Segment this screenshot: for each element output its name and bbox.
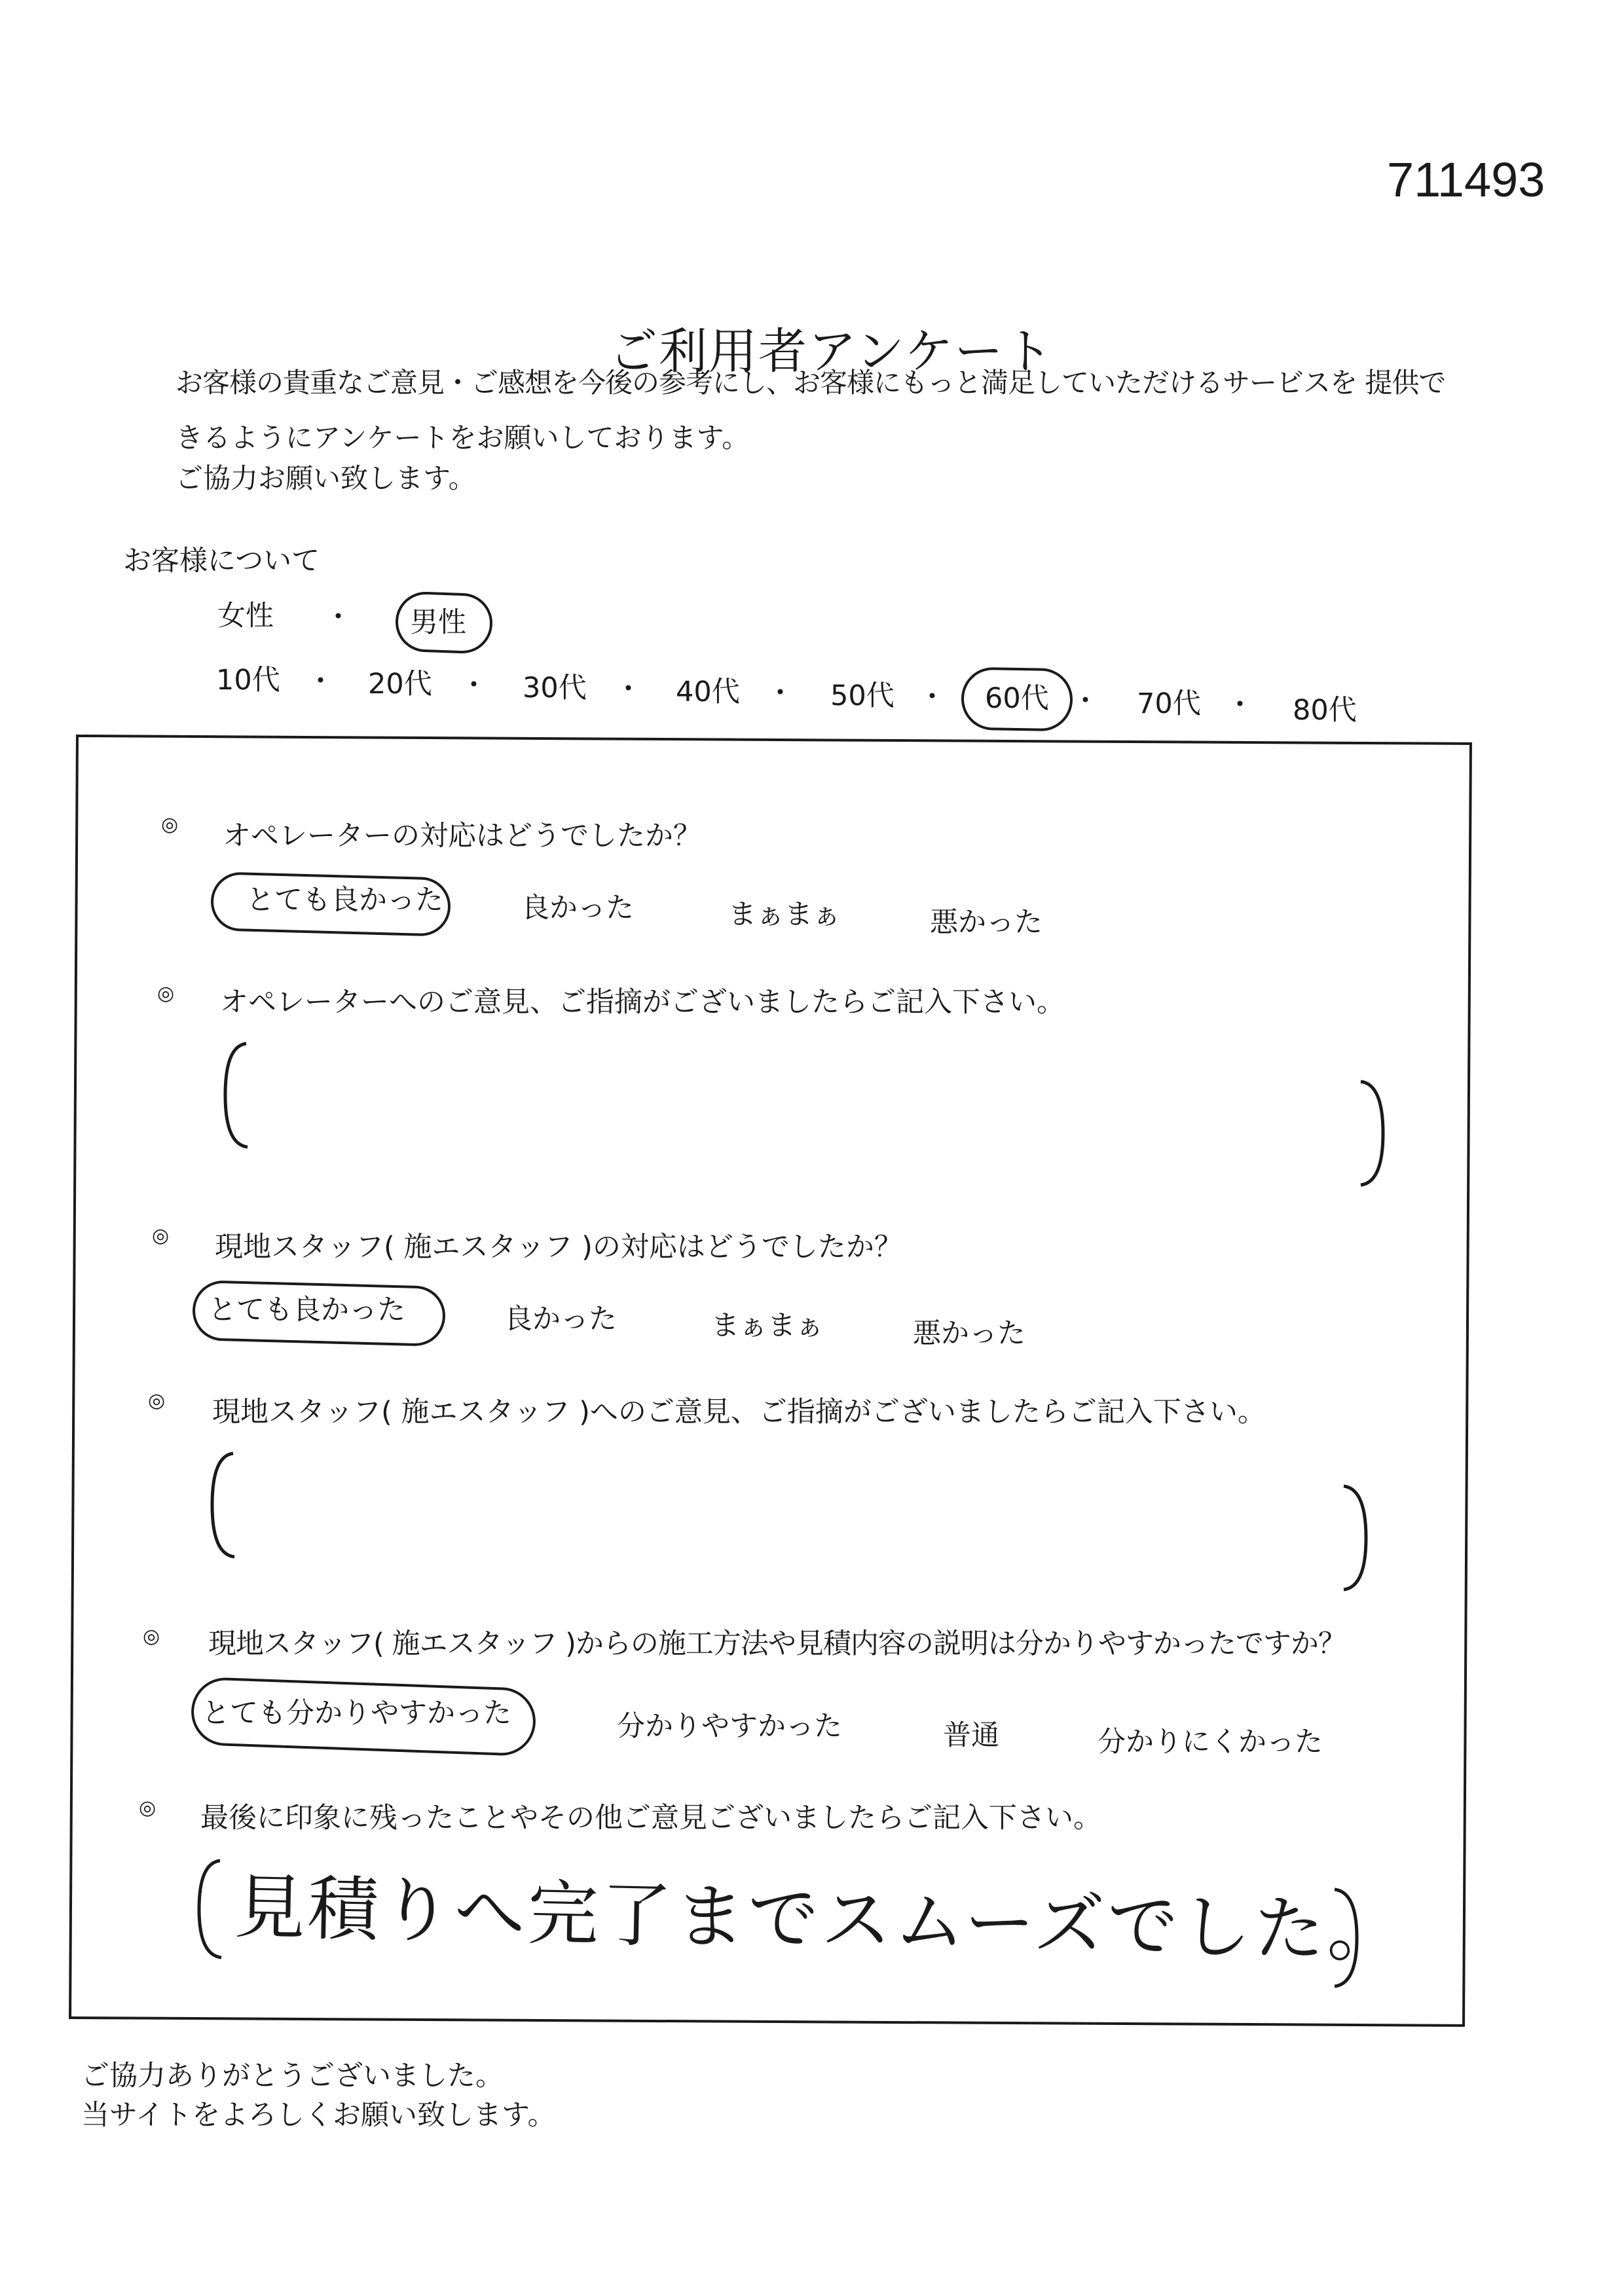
q5-option-very-clear[interactable]: とても分かりやすかった: [202, 1697, 511, 1730]
separator: ・: [918, 681, 946, 714]
q1-option-very-good[interactable]: とても良かった: [246, 884, 443, 917]
intro-line-1: お客様の貴重なご意見・ご感想を今後の参考にし、お客様にもっと満足していただけるサービスを 提供で: [175, 367, 1446, 399]
bullet-icon: ◎: [161, 813, 179, 836]
intro-line-2: きるようにアンケートをお願いしております。: [175, 422, 750, 454]
survey-title: ご利用者アンケート: [609, 323, 1054, 380]
answer-bracket-left: [207, 1449, 240, 1561]
gender-option-male[interactable]: 男性: [410, 606, 466, 639]
bullet-icon: ◎: [157, 982, 175, 1005]
closing-line-2: 当サイトをよろしくお願い致します。: [81, 2099, 556, 2132]
q1-option-bad[interactable]: 悪かった: [930, 906, 1043, 939]
question-2-text: オペレーターへのご意見、ご指摘がございましたらご記入下さい。: [220, 986, 1065, 1019]
separator: ・: [1071, 685, 1099, 718]
separator: ・: [1226, 689, 1254, 721]
age-option-70s[interactable]: 70代: [1137, 687, 1201, 720]
q5-option-unclear[interactable]: 分かりにくかった: [1098, 1726, 1323, 1758]
bullet-icon: ◎: [139, 1796, 157, 1819]
selection-circle: [394, 591, 493, 654]
handwritten-answer-6[interactable]: 見積りへ完了までスムーズでした。: [233, 1867, 1402, 1973]
q3-option-ok[interactable]: まぁまぁ: [711, 1309, 824, 1342]
bullet-icon: ◎: [143, 1625, 160, 1648]
separator: ・: [460, 669, 488, 702]
q5-option-clear[interactable]: 分かりやすかった: [617, 1710, 842, 1743]
q5-option-normal[interactable]: 普通: [943, 1719, 999, 1752]
question-5-text: 現地スタッフ( 施エスタッフ )からの施工方法や見積内容の説明は分かりやすかったですか？: [208, 1628, 1346, 1660]
question-3-text: 現地スタッフ( 施エスタッフ )の対応はどうでしたか？: [215, 1231, 902, 1264]
closing-line-1: ご協力ありがとうございました。: [81, 2060, 504, 2092]
age-option-60s[interactable]: 60代: [985, 682, 1049, 715]
document-number: 711493: [1387, 153, 1545, 207]
bullet-icon: ◎: [152, 1224, 170, 1247]
question-1-text: オペレーターの対応はどうでしたか？: [223, 820, 701, 852]
selection-circle: [192, 1280, 446, 1347]
separator: ・: [324, 601, 352, 634]
separator: ・: [766, 677, 794, 710]
answer-bracket-right: [1356, 1078, 1388, 1189]
selection-circle: [190, 1677, 536, 1757]
question-4-text: 現地スタッフ( 施エスタッフ )へのご意見、ご指摘がございましたらご記入下さい。: [212, 1396, 1266, 1429]
separator: ・: [306, 665, 335, 698]
selection-circle: [961, 667, 1073, 732]
age-option-20s[interactable]: 20代: [368, 668, 432, 701]
intro-line-3: ご協力お願い致します。: [175, 462, 476, 494]
answer-bracket-left: [220, 1040, 253, 1151]
separator: ・: [614, 673, 642, 706]
age-option-10s[interactable]: 10代: [216, 664, 280, 697]
q3-option-very-good[interactable]: とても良かった: [208, 1294, 405, 1326]
bullet-icon: ◎: [148, 1389, 166, 1412]
selection-circle: [210, 871, 451, 937]
q1-option-ok[interactable]: まぁまぁ: [728, 898, 841, 931]
age-option-80s[interactable]: 80代: [1293, 694, 1357, 727]
q3-option-good[interactable]: 良かった: [504, 1303, 617, 1336]
answer-bracket-right: [1338, 1482, 1371, 1594]
gender-option-female[interactable]: 女性: [217, 600, 274, 632]
customer-heading: お客様について: [123, 545, 320, 577]
age-option-30s[interactable]: 30代: [523, 672, 587, 704]
age-option-40s[interactable]: 40代: [676, 676, 740, 708]
q1-option-good[interactable]: 良かった: [521, 892, 634, 924]
question-6-text: 最後に印象に残ったことやその他ご意見ございましたらご記入下さい。: [200, 1802, 1101, 1834]
answer-bracket-left: [194, 1857, 227, 1961]
age-option-50s[interactable]: 50代: [830, 680, 895, 712]
q3-option-bad[interactable]: 悪かった: [913, 1317, 1025, 1350]
